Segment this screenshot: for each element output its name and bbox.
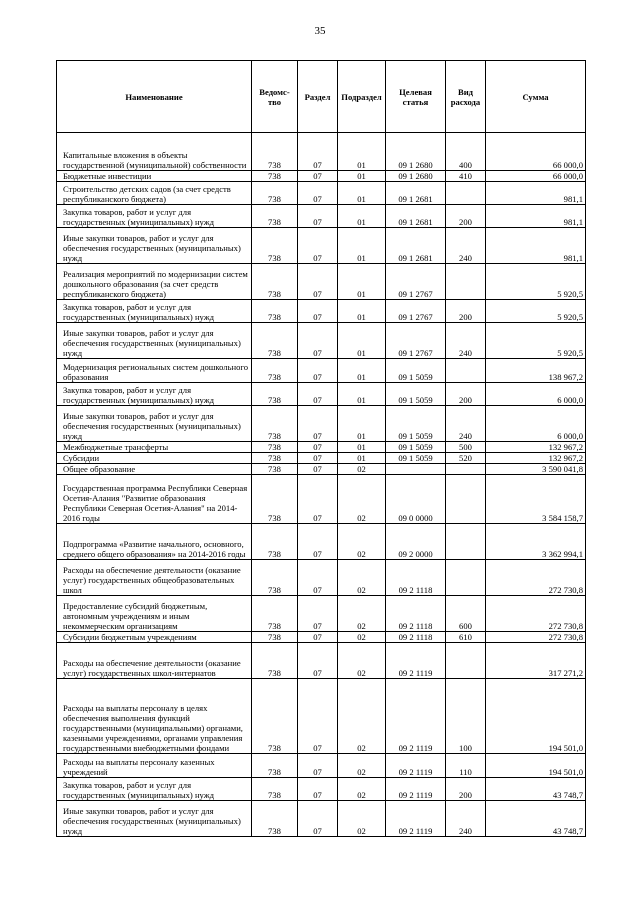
cell-podrazdel: 02 xyxy=(338,632,386,643)
cell-summa: 981,1 xyxy=(486,205,586,228)
table-row xyxy=(57,596,586,632)
cell-summa: 317 271,2 xyxy=(486,643,586,679)
cell-name: Субсидии xyxy=(57,453,252,464)
cell-razdel: 07 xyxy=(298,406,338,442)
cell-vid: 100 xyxy=(446,679,486,754)
cell-summa: 272 730,8 xyxy=(486,632,586,643)
cell-razdel: 07 xyxy=(298,596,338,632)
cell-razdel: 07 xyxy=(298,133,338,171)
cell-name: Общее образование xyxy=(57,464,252,475)
cell-vid: 600 xyxy=(446,596,486,632)
cell-celevaya: 09 1 2681 xyxy=(386,182,446,205)
cell-vid xyxy=(446,359,486,383)
cell-vedomstvo: 738 xyxy=(252,383,298,406)
cell-razdel: 07 xyxy=(298,171,338,182)
cell-summa: 3 362 994,1 xyxy=(486,524,586,560)
cell-name: Бюджетные инвестиции xyxy=(57,171,252,182)
cell-summa: 981,1 xyxy=(486,182,586,205)
cell-name: Закупка товаров, работ и услуг для государственных (муниципальных) нужд xyxy=(57,778,252,801)
table-row xyxy=(57,453,586,464)
cell-name: Иные закупки товаров, работ и услуг для обеспечения государственных (муниципальных) нужд xyxy=(57,228,252,264)
header-name: Наименование xyxy=(57,61,252,133)
cell-vedomstvo: 738 xyxy=(252,778,298,801)
cell-name: Закупка товаров, работ и услуг для государственных (муниципальных) нужд xyxy=(57,383,252,406)
table-row xyxy=(57,182,586,205)
cell-vedomstvo: 738 xyxy=(252,228,298,264)
header-vedomstvo: Ведомс- тво xyxy=(252,61,298,133)
cell-name: Подпрограмма «Развитие начального, основного, среднего общего образования» на 2014-2016 годы xyxy=(57,524,252,560)
cell-vid: 240 xyxy=(446,228,486,264)
table-row xyxy=(57,228,586,264)
cell-podrazdel: 01 xyxy=(338,383,386,406)
cell-name: Иные закупки товаров, работ и услуг для обеспечения государственных (муниципальных) нужд xyxy=(57,406,252,442)
cell-razdel: 07 xyxy=(298,264,338,300)
header-summa: Сумма xyxy=(486,61,586,133)
cell-name: Реализация мероприятий по модернизации систем дошкольного образования (за счет средств республиканского бюджета) xyxy=(57,264,252,300)
cell-podrazdel: 02 xyxy=(338,801,386,837)
cell-name: Модернизация региональных систем дошкольного образования xyxy=(57,359,252,383)
cell-razdel: 07 xyxy=(298,228,338,264)
cell-celevaya: 09 2 1118 xyxy=(386,596,446,632)
cell-razdel: 07 xyxy=(298,643,338,679)
cell-celevaya: 09 2 1118 xyxy=(386,632,446,643)
table-row xyxy=(57,464,586,475)
cell-celevaya: 09 1 2681 xyxy=(386,228,446,264)
cell-podrazdel: 01 xyxy=(338,323,386,359)
cell-razdel: 07 xyxy=(298,323,338,359)
cell-podrazdel: 01 xyxy=(338,406,386,442)
cell-razdel: 07 xyxy=(298,453,338,464)
header-podrazdel: Подраздел xyxy=(338,61,386,133)
page-number: 35 xyxy=(314,25,326,37)
cell-name: Государственная программа Республики Северная Осетия-Алания "Развитие образования Республики Северная Осетия-Алания" на 2014-2016 годы xyxy=(57,475,252,524)
cell-name: Расходы на выплаты персоналу в целях обеспечения выполнения функций государственными (муниципальными) органами, казенными учреждениями, органами управления государственными внебюджетными фондами xyxy=(57,679,252,754)
cell-vid: 200 xyxy=(446,778,486,801)
cell-razdel: 07 xyxy=(298,442,338,453)
cell-vid: 400 xyxy=(446,133,486,171)
cell-summa: 138 967,2 xyxy=(486,359,586,383)
cell-celevaya: 09 2 1119 xyxy=(386,643,446,679)
table-row xyxy=(57,406,586,442)
cell-razdel: 07 xyxy=(298,560,338,596)
table-row xyxy=(57,171,586,182)
cell-vedomstvo: 738 xyxy=(252,442,298,453)
cell-summa: 43 748,7 xyxy=(486,801,586,837)
cell-podrazdel: 01 xyxy=(338,264,386,300)
cell-podrazdel: 02 xyxy=(338,560,386,596)
cell-celevaya: 09 1 2680 xyxy=(386,133,446,171)
cell-summa: 66 000,0 xyxy=(486,171,586,182)
cell-celevaya xyxy=(386,464,446,475)
cell-vid xyxy=(446,560,486,596)
table-row xyxy=(57,475,586,524)
cell-podrazdel: 02 xyxy=(338,754,386,778)
cell-summa: 66 000,0 xyxy=(486,133,586,171)
cell-podrazdel: 01 xyxy=(338,359,386,383)
cell-celevaya: 09 2 1119 xyxy=(386,778,446,801)
cell-podrazdel: 02 xyxy=(338,778,386,801)
cell-celevaya: 09 2 1119 xyxy=(386,801,446,837)
cell-podrazdel: 02 xyxy=(338,596,386,632)
cell-summa: 3 584 158,7 xyxy=(486,475,586,524)
cell-podrazdel: 01 xyxy=(338,453,386,464)
cell-name: Закупка товаров, работ и услуг для государственных (муниципальных) нужд xyxy=(57,300,252,323)
cell-vedomstvo: 738 xyxy=(252,133,298,171)
header-razdel: Раздел xyxy=(298,61,338,133)
cell-vid xyxy=(446,264,486,300)
cell-vid xyxy=(446,464,486,475)
cell-name: Расходы на обеспечение деятельности (оказание услуг) государственных общеобразовательных школ xyxy=(57,560,252,596)
table-row xyxy=(57,524,586,560)
cell-celevaya: 09 1 2680 xyxy=(386,171,446,182)
cell-celevaya: 09 1 2767 xyxy=(386,264,446,300)
cell-summa: 6 000,0 xyxy=(486,383,586,406)
cell-summa: 194 501,0 xyxy=(486,679,586,754)
cell-summa: 6 000,0 xyxy=(486,406,586,442)
cell-podrazdel: 02 xyxy=(338,643,386,679)
cell-vid: 240 xyxy=(446,801,486,837)
cell-vedomstvo: 738 xyxy=(252,560,298,596)
cell-podrazdel: 02 xyxy=(338,679,386,754)
cell-name: Иные закупки товаров, работ и услуг для обеспечения государственных (муниципальных) нужд xyxy=(57,801,252,837)
cell-vid xyxy=(446,182,486,205)
cell-vedomstvo: 738 xyxy=(252,801,298,837)
cell-celevaya: 09 1 5059 xyxy=(386,442,446,453)
header-celevaya: Целевая статья xyxy=(386,61,446,133)
cell-razdel: 07 xyxy=(298,778,338,801)
cell-name: Иные закупки товаров, работ и услуг для обеспечения государственных (муниципальных) нужд xyxy=(57,323,252,359)
cell-razdel: 07 xyxy=(298,524,338,560)
cell-summa: 3 590 041,8 xyxy=(486,464,586,475)
cell-vedomstvo: 738 xyxy=(252,475,298,524)
table-row xyxy=(57,560,586,596)
cell-vedomstvo: 738 xyxy=(252,323,298,359)
table-row xyxy=(57,632,586,643)
cell-name: Капитальные вложения в объекты государственной (муниципальной) собственности xyxy=(57,133,252,171)
cell-summa: 981,1 xyxy=(486,228,586,264)
cell-name: Строительство детских садов (за счет средств республиканского бюджета) xyxy=(57,182,252,205)
table-row xyxy=(57,359,586,383)
table-row xyxy=(57,679,586,754)
cell-celevaya: 09 1 2767 xyxy=(386,300,446,323)
cell-podrazdel: 01 xyxy=(338,171,386,182)
budget-table xyxy=(56,60,586,837)
table-row xyxy=(57,133,586,171)
table-row xyxy=(57,778,586,801)
cell-celevaya: 09 1 5059 xyxy=(386,453,446,464)
cell-vid: 240 xyxy=(446,323,486,359)
cell-vedomstvo: 738 xyxy=(252,453,298,464)
cell-vedomstvo: 738 xyxy=(252,406,298,442)
cell-vedomstvo: 738 xyxy=(252,205,298,228)
table-row xyxy=(57,754,586,778)
cell-vedomstvo: 738 xyxy=(252,182,298,205)
cell-vid: 240 xyxy=(446,406,486,442)
cell-razdel: 07 xyxy=(298,475,338,524)
cell-vid: 520 xyxy=(446,453,486,464)
cell-podrazdel: 01 xyxy=(338,205,386,228)
cell-vedomstvo: 738 xyxy=(252,264,298,300)
cell-celevaya: 09 2 1118 xyxy=(386,560,446,596)
cell-name: Межбюджетные трансферты xyxy=(57,442,252,453)
cell-vid xyxy=(446,524,486,560)
cell-podrazdel: 02 xyxy=(338,475,386,524)
cell-razdel: 07 xyxy=(298,464,338,475)
cell-name: Расходы на обеспечение деятельности (оказание услуг) государственных школ-интернатов xyxy=(57,643,252,679)
cell-summa: 272 730,8 xyxy=(486,596,586,632)
cell-name: Расходы на выплаты персоналу казенных учреждений xyxy=(57,754,252,778)
cell-celevaya: 09 0 0000 xyxy=(386,475,446,524)
cell-name: Субсидии бюджетным учреждениям xyxy=(57,632,252,643)
cell-summa: 5 920,5 xyxy=(486,300,586,323)
cell-celevaya: 09 2 1119 xyxy=(386,679,446,754)
cell-celevaya: 09 2 1119 xyxy=(386,754,446,778)
cell-vedomstvo: 738 xyxy=(252,643,298,679)
header-row xyxy=(57,61,586,133)
cell-vid: 110 xyxy=(446,754,486,778)
table-row xyxy=(57,264,586,300)
cell-razdel: 07 xyxy=(298,632,338,643)
cell-vid xyxy=(446,643,486,679)
cell-vedomstvo: 738 xyxy=(252,679,298,754)
cell-podrazdel: 01 xyxy=(338,300,386,323)
cell-razdel: 07 xyxy=(298,383,338,406)
cell-vedomstvo: 738 xyxy=(252,632,298,643)
cell-name: Предоставление субсидий бюджетным, автономным учреждениям и иным некоммерческим организациям xyxy=(57,596,252,632)
cell-name: Закупка товаров, работ и услуг для государственных (муниципальных) нужд xyxy=(57,205,252,228)
cell-vid: 610 xyxy=(446,632,486,643)
cell-vedomstvo: 738 xyxy=(252,464,298,475)
cell-summa: 5 920,5 xyxy=(486,264,586,300)
table-row xyxy=(57,323,586,359)
cell-vedomstvo: 738 xyxy=(252,171,298,182)
cell-razdel: 07 xyxy=(298,679,338,754)
cell-razdel: 07 xyxy=(298,182,338,205)
table-row xyxy=(57,383,586,406)
cell-vedomstvo: 738 xyxy=(252,754,298,778)
cell-razdel: 07 xyxy=(298,300,338,323)
cell-razdel: 07 xyxy=(298,801,338,837)
table-row xyxy=(57,643,586,679)
cell-razdel: 07 xyxy=(298,359,338,383)
cell-podrazdel: 01 xyxy=(338,228,386,264)
cell-podrazdel: 02 xyxy=(338,524,386,560)
cell-celevaya: 09 1 2681 xyxy=(386,205,446,228)
cell-celevaya: 09 2 0000 xyxy=(386,524,446,560)
cell-summa: 272 730,8 xyxy=(486,560,586,596)
cell-razdel: 07 xyxy=(298,205,338,228)
cell-vid: 500 xyxy=(446,442,486,453)
table-row xyxy=(57,442,586,453)
cell-vid: 200 xyxy=(446,205,486,228)
cell-vedomstvo: 738 xyxy=(252,359,298,383)
cell-celevaya: 09 1 5059 xyxy=(386,383,446,406)
cell-summa: 43 748,7 xyxy=(486,778,586,801)
cell-vid: 200 xyxy=(446,300,486,323)
cell-summa: 194 501,0 xyxy=(486,754,586,778)
cell-summa: 5 920,5 xyxy=(486,323,586,359)
cell-vid xyxy=(446,475,486,524)
cell-vedomstvo: 738 xyxy=(252,300,298,323)
cell-celevaya: 09 1 5059 xyxy=(386,406,446,442)
cell-vedomstvo: 738 xyxy=(252,524,298,560)
table-row xyxy=(57,205,586,228)
cell-summa: 132 967,2 xyxy=(486,453,586,464)
cell-celevaya: 09 1 2767 xyxy=(386,323,446,359)
header-vid: Вид расхода xyxy=(446,61,486,133)
cell-razdel: 07 xyxy=(298,754,338,778)
cell-podrazdel: 02 xyxy=(338,464,386,475)
cell-podrazdel: 01 xyxy=(338,442,386,453)
cell-podrazdel: 01 xyxy=(338,182,386,205)
cell-vid: 410 xyxy=(446,171,486,182)
cell-vedomstvo: 738 xyxy=(252,596,298,632)
cell-celevaya: 09 1 5059 xyxy=(386,359,446,383)
cell-summa: 132 967,2 xyxy=(486,442,586,453)
table-row xyxy=(57,801,586,837)
cell-vid: 200 xyxy=(446,383,486,406)
cell-podrazdel: 01 xyxy=(338,133,386,171)
table-row xyxy=(57,300,586,323)
